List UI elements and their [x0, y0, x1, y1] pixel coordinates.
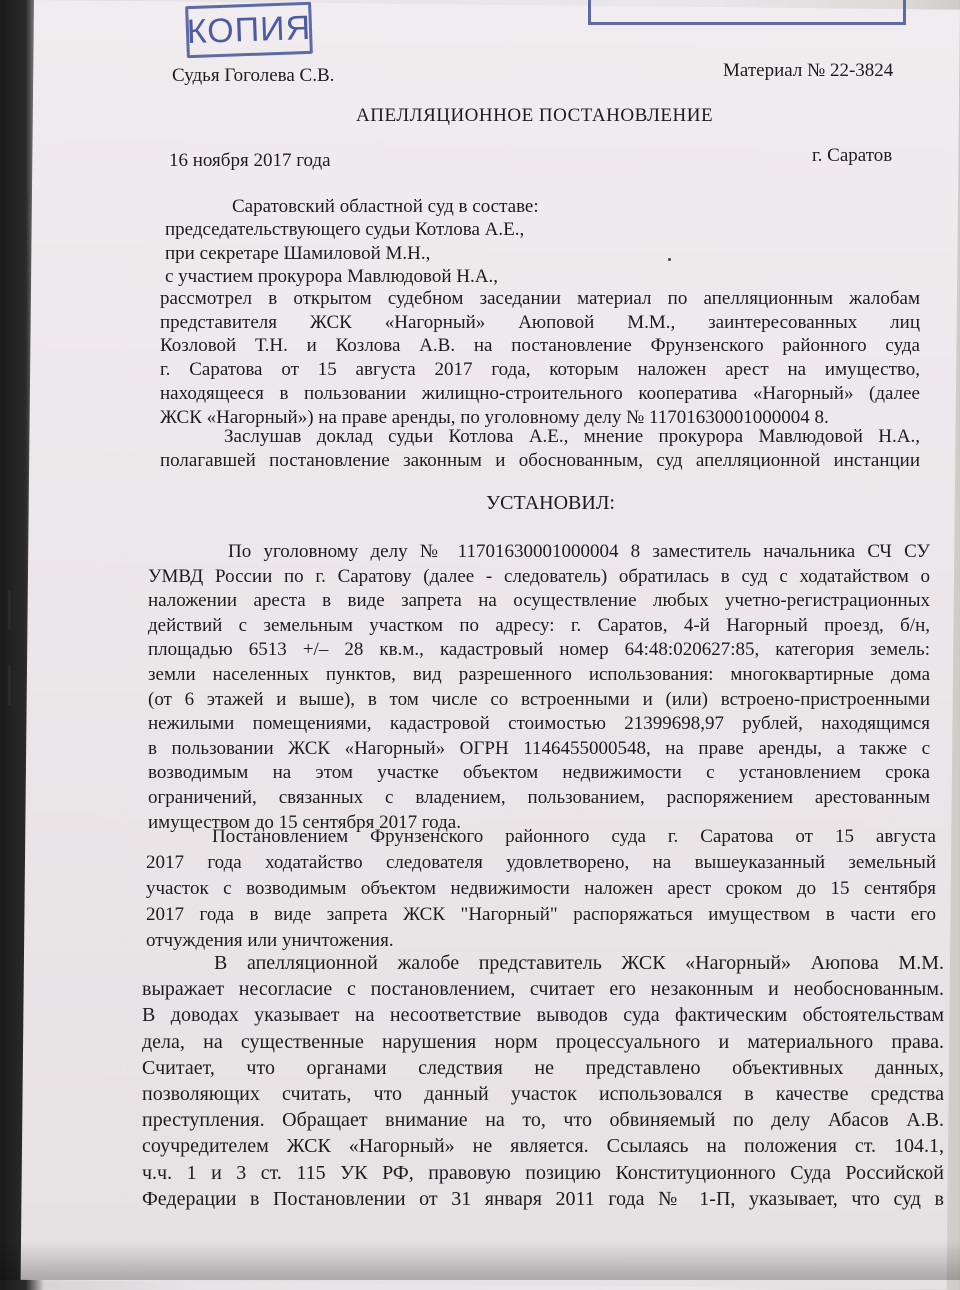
para3-line: соучредителем ЖСК «Нагорный» не является. Ссылаясь на положения ст. 104.1,: [142, 1135, 944, 1158]
para3-line: В доводах указывает на несоответствие выводов суда фактическим обстоятельствам: [142, 1004, 944, 1027]
intro-line: г. Саратова от 15 августа 2017 года, которым наложен арест на имущество,: [160, 359, 920, 381]
intro-paragraph: [160, 287, 920, 429]
para1-line: нежилыми помещениями, кадастровой стоимостью 21399698,97 рублей, находящимся: [148, 713, 930, 735]
para1-line: площадью 6513 +/– 28 кв.м., кадастровый номер 64:48:020627:85, категория земель:: [148, 639, 930, 661]
court-secretary: при секретаре Шамиловой М.Н.,: [165, 243, 431, 264]
para3-line: Федерации в Постановлении от 31 января 2011 года № 1-П, указывает, что суд в: [142, 1187, 944, 1210]
para1-line: наложении ареста в виде запрета на осуществление любых учетно-регистрационных: [148, 590, 930, 612]
para1-line: действий с земельным участком по адресу: г. Саратов, 4-й Нагорный проезд, б/н,: [148, 614, 930, 636]
court-chair: председательствующего судьи Котлова А.Е.,: [165, 219, 525, 240]
para2-line: участок с возводимым объектом недвижимости наложен арест сроком до 15 сентября: [146, 878, 936, 899]
para3-line: позволяющих считать, что данный участок использовался в качестве средства: [142, 1083, 944, 1106]
intro-line: находящееся в пользовании жилищно-строительного кооператива «Нагорный» (далее: [160, 382, 920, 404]
para3-line: преступления. Обращает внимание на то, что обвиняемый по делу Абасов А.В.: [142, 1109, 944, 1132]
court-prosecutor: с участием прокурора Мавлюдовой Н.А.,: [165, 266, 498, 287]
binding-mark: [8, 590, 11, 630]
para1-line: УМВД России по г. Саратову (далее - следователь) обратилась в суд с ходатайством о: [148, 565, 930, 587]
intro-line: рассмотрел в открытом судебном заседании материал по апелляционным жалобам: [160, 288, 920, 309]
paragraph-appeal-complaint: [142, 950, 944, 1212]
paragraph-investigator-request: [148, 540, 930, 835]
para1-line: в пользовании ЖСК «Нагорный» ОГРН 1146455000548, на праве аренды, а также с: [148, 737, 930, 759]
para2-line: 2017 года в виде запрета ЖСК "Нагорный" распоряжаться имуществом в части его: [146, 904, 936, 925]
document-city: г. Саратов: [812, 145, 893, 166]
para2-line: Постановлением Фрунзенского районного суда г. Саратова от 15 августа: [212, 826, 936, 847]
para1-line: имуществом до 15 сентября 2017 года.: [148, 811, 461, 833]
para3-line: ч.ч. 1 и 3 ст. 115 УК РФ, правовую позицию Конституционного Суда Российской: [142, 1161, 944, 1184]
document-date: 16 ноября 2017 года: [169, 150, 331, 171]
kopiya-stamp: КОПИЯ: [185, 2, 313, 58]
material-number: Материал № 22-3824: [723, 60, 894, 81]
heard-line: полагавшей постановление законным и обоснованным, суд апелляционной инстанции: [160, 449, 920, 471]
judge-name: Судья Гоголева С.В.: [172, 65, 335, 86]
para3-line: выражает несогласие с постановлением, считает его незаконным и необоснованным.: [142, 978, 944, 1001]
para3-line: В апелляционной жалобе представитель ЖСК «Нагорный» Аюпова М.М.: [214, 952, 944, 974]
intro-line: ЖСК «Нагорный») на праве аренды, по уголовному делу № 11701630001000004 8.: [160, 406, 829, 428]
stamp-frame: [588, 0, 906, 25]
para3-line: дела, на существенные нарушения норм процессуального и материального права.: [142, 1030, 944, 1053]
para2-line: 2017 года ходатайство следователя удовлетворено, на вышеуказанный земельный: [146, 852, 936, 873]
para1-line: (от 6 этажей и выше), в том числе со встроенными и (или) встроено-пристроенными: [148, 688, 930, 710]
heard-line: Заслушав доклад судьи Котлова А.Е., мнение прокурора Мавлюдовой Н.А.,: [224, 426, 920, 447]
para2-line: отчуждения или уничтожения.: [146, 930, 394, 951]
para1-line: По уголовному делу № 11701630001000004 8 заместитель начальника СЧ СУ: [228, 541, 930, 562]
paragraph-district-court-ruling: [146, 824, 936, 954]
heard-paragraph: [160, 425, 920, 472]
para1-line: ограничений, связанных с владением, пользованием, распоряжением арестованным: [148, 786, 930, 808]
court-composition: Саратовский областной суд в составе:: [232, 196, 539, 217]
para1-line: земли населенных пунктов, вид разрешенного использования: многоквартирные дома: [148, 663, 930, 685]
document-title: АПЕЛЛЯЦИОННОЕ ПОСТАНОВЛЕНИЕ: [356, 105, 714, 126]
intro-line: Козловой Т.Н. и Козлова А.В. на постановление Фрунзенского районного суда: [160, 335, 920, 357]
para1-line: возводимым на этом участке объектом недвижимости с установлением срока: [148, 762, 930, 784]
section-title: УСТАНОВИЛ:: [486, 492, 615, 514]
binding-mark: [8, 665, 11, 705]
intro-line: представителя ЖСК «Нагорный» Аюповой М.М., заинтересованных лиц: [160, 311, 920, 333]
paper-speck: [668, 258, 671, 261]
para3-line: Считает, что органами следствия не представлено объективных данных,: [142, 1056, 944, 1079]
